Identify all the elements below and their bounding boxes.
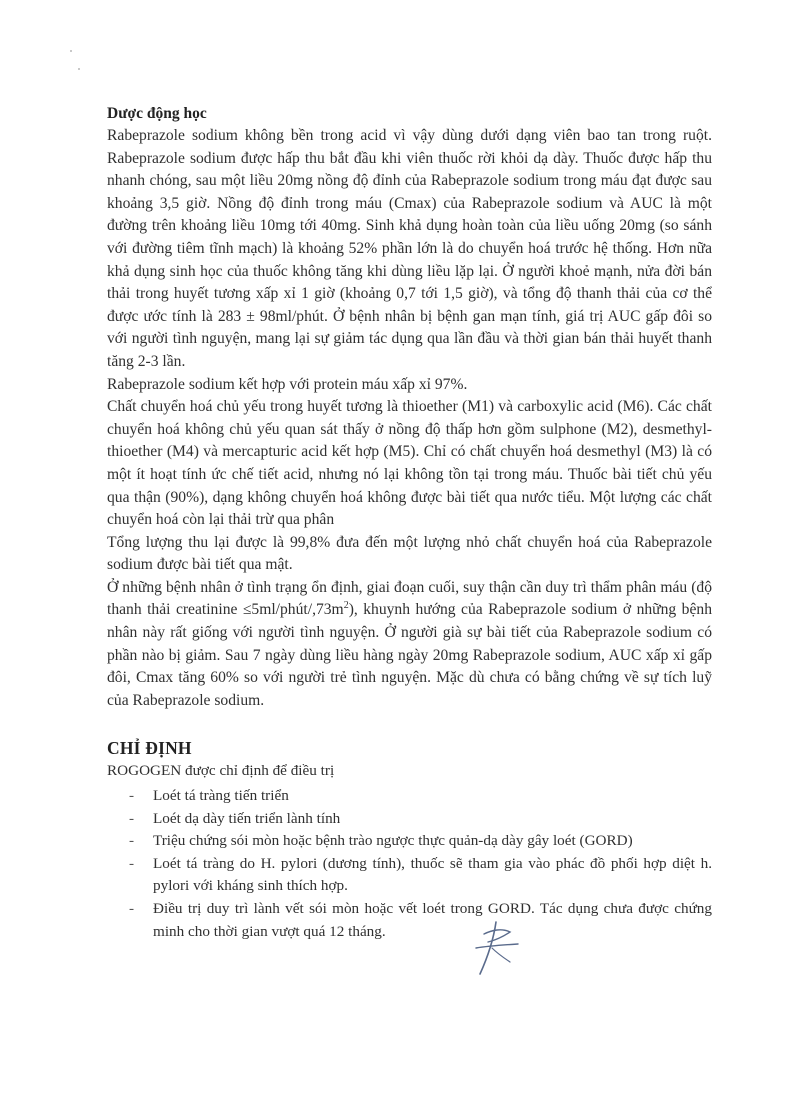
superscript: 2 xyxy=(343,600,349,612)
pharmacokinetics-section xyxy=(107,104,712,712)
indications-list xyxy=(107,785,712,943)
paragraph-protein-binding: Rabeprazole sodium kết hợp với protein máu xấp xỉ 97%. xyxy=(107,375,468,393)
renal-text-start: Ở những bệnh nhân ở tình trạng ổn định, giai đoạn cuối, suy thận cần duy trì thẩm phân máu (độ thanh thải creatinine ≤5ml/phút/,73m xyxy=(107,578,712,619)
list-item xyxy=(107,830,712,853)
list-item-text: Điều trị duy trì lành vết sói mòn hoặc vết loét trong GORD. Tác dụng chưa được chứng minh cho thời gian vượt quá 12 tháng. xyxy=(153,899,712,940)
bullet-dash: - xyxy=(129,809,135,827)
section-title-pharmacokinetics: Dược động học xyxy=(107,105,207,122)
paragraph-metabolism: Chất chuyển hoá chủ yếu trong huyết tương là thioether (M1) và carboxylic acid (M6). Các chất chuyển hoá không chủ yếu quan sát thấy ở nồng độ thấp hơn gồm sulphone (M2), desmethyl-thioether (M4) và mercapturic acid kết hợp (M5). Chỉ có chất chuyển hoá desmethyl (M3) là có một ít hoạt tính ức chế tiết acid, nhưng nó lại không tồn tại trong máu. Thuốc bài tiết chủ yếu qua thận (90%), dạng không chuyển hoá không được bài tiết qua nước tiểu. Một lượng các chất chuyển hoá còn lại thải trừ qua phân xyxy=(107,398,712,529)
paragraph-recovery: Tổng lượng thu lại được là 99,8% đưa đến một lượng nhỏ chất chuyển hoá của Rabeprazole sodium được bài tiết qua mật. xyxy=(107,533,712,574)
paragraph-absorption: Rabeprazole sodium không bền trong acid vì vậy dùng dưới dạng viên bao tan trong ruột. Rabeprazole sodium được hấp thu bắt đầu khi viên thuốc rời khỏi dạ dày. Thuốc được hấp thu nhanh chóng, sau một liều 20mg nồng độ đỉnh của Rabeprazole sodium trong máu đạt được sau khoảng 3,5 giờ. Nồng độ đỉnh trong máu (Cmax) của Rabeprazole sodium và AUC là một đường trên khoảng liều 10mg tới 40mg. Sinh khả dụng hoàn toàn của liều uống 20mg (so sánh với đường tiêm tĩnh mạch) là khoảng 52% phần lớn là do chuyển hoá trước hệ thống. Hơn nữa khả dụng sinh học của thuốc không tăng khi dùng liều lặp lại. Ở người khoẻ mạnh, nửa đời bán thải trong huyết tương xấp xỉ 1 giờ (khoảng 0,7 tới 1,5 giờ), và tổng độ thanh thải của cơ thể được ước tính là 283 ± 98ml/phút. Ở bệnh nhân bị bệnh gan mạn tính, giá trị AUC gấp đôi so với người tình nguyện, mang lại sự giảm tác dụng qua lần đầu và thời gian bán thải huyết thanh tăng 2-3 lần. xyxy=(107,127,712,370)
list-item-text: Loét tá tràng tiến triển xyxy=(153,787,289,804)
pharmacokinetics-body xyxy=(107,125,712,712)
section-title-indications: CHỈ ĐỊNH xyxy=(107,738,192,758)
list-item xyxy=(107,785,712,808)
paragraph-renal-elderly xyxy=(107,577,712,713)
list-item-text: Triệu chứng sói mòn hoặc bệnh trào ngược thực quản-dạ dày gây loét (GORD) xyxy=(153,832,633,850)
signature-mark xyxy=(466,918,526,980)
list-item xyxy=(107,898,712,943)
indications-intro: ROGOGEN được chỉ định để điều trị xyxy=(107,762,335,779)
list-item xyxy=(107,853,712,898)
renal-text-end: ), khuynh hướng của Rabeprazole sodium ở những bệnh nhân này rất giống với người tình nguyện. Ở người già sự bài tiết của Rabeprazole sodium có phần nào bị giảm. Sau 7 ngày dùng liều hàng ngày 20mg Rabeprazole sodium, AUC xấp xỉ gấp đôi, Cmax tăng 60% so với người trẻ tình nguyện. Mặc dù chưa có bằng chứng về sự tích luỹ của Rabeprazole sodium. xyxy=(107,601,712,709)
list-item-text: Loét tá tràng do H. pylori (dương tính), thuốc sẽ tham gia vào phác đồ phối hợp diệt h. pylori với kháng sinh thích hợp. xyxy=(153,854,712,895)
bullet-dash: - xyxy=(129,854,135,872)
indications-section xyxy=(107,738,712,943)
list-item xyxy=(107,808,712,831)
scan-speck xyxy=(70,50,72,52)
list-item-text: Loét dạ dày tiến triển lành tính xyxy=(153,809,341,827)
scan-speck xyxy=(78,68,80,70)
bullet-dash: - xyxy=(129,899,135,917)
bullet-dash: - xyxy=(129,787,135,804)
bullet-dash: - xyxy=(129,832,135,850)
